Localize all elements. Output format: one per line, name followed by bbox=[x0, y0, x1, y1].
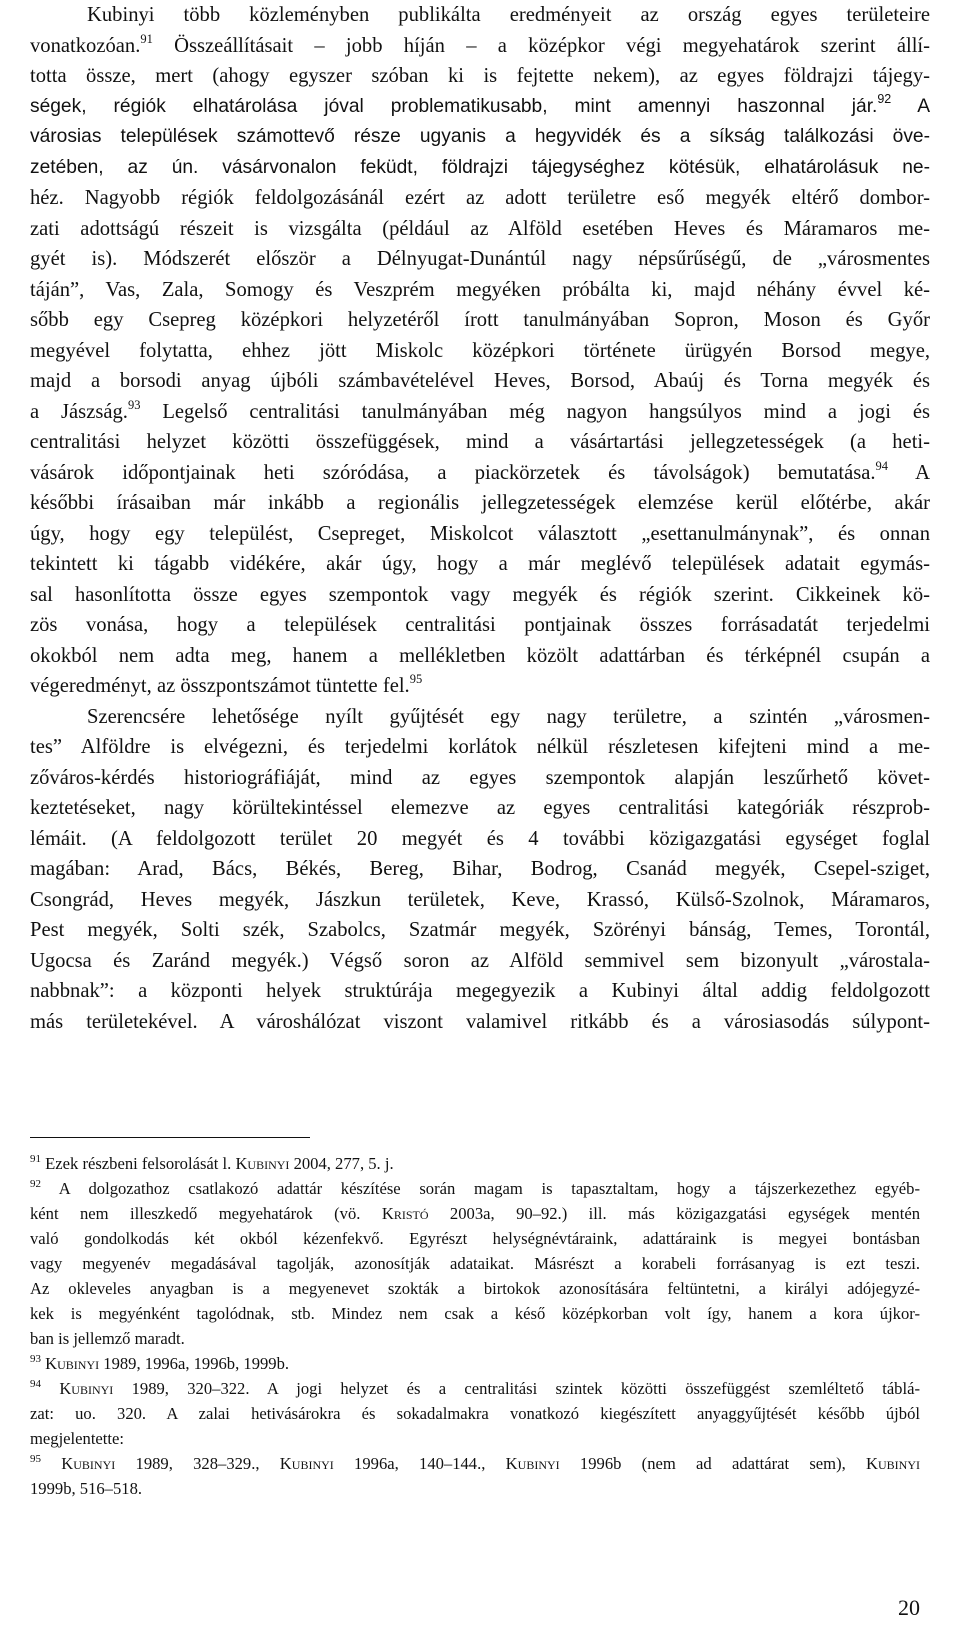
footnote-line: vagy megyenév megadásával tagolják, azonosítják adataikat. Másrészt a korabeli forrásanyag is ezt teszi. bbox=[30, 1254, 920, 1273]
footnote-ref: 92 bbox=[877, 91, 892, 106]
text-line: más területekével. A városhálózat viszont valamivel ritkább és a városiasodás súlypont- bbox=[30, 1010, 930, 1033]
footnote-line: Az okleveles anyagban is a megyenevet szokták a birtokok azonosítására feltüntetni, a királyi adójegyzé- bbox=[30, 1279, 920, 1298]
footnote-ref: 95 bbox=[409, 672, 423, 686]
text-line: zőváros-kérdés historiográfiáját, mind az egyes szempontok alapján leszűrhető követ- bbox=[30, 766, 930, 789]
text-line: Kubinyi több közleményben publikálta eredményeit az ország egyes területeire bbox=[87, 4, 930, 26]
text-line: nabbnak”: a központi helyek struktúrája megegyezik a Kubinyi által addig feldolgozott bbox=[30, 980, 930, 1002]
footnote-ref: 94 bbox=[30, 1378, 41, 1390]
footnote-line: $^{95}$ Kubinyi 1989, 328–329., Kubinyi 1996a, 140–144., Kubinyi 1996b (nem ad adattárat sem), Kubinyi bbox=[30, 1453, 921, 1473]
text-line: megyével folytatta, ehhez jött Miskolc középkori története ürügyén Borsod megye, bbox=[30, 339, 930, 362]
text-line: táján”, Vas, Zala, Somogy és Veszprém megyéken próbálta ki, majd néhány évvel ké- bbox=[30, 278, 930, 301]
text-line: lémáit. (A feldolgozott terület 20 megyét és 4 további közigazgatási egységet foglal bbox=[30, 827, 930, 850]
text-line: zös vonása, hogy a települések centralitási pontjainak összes forrásadatát terjedelmi bbox=[30, 614, 930, 636]
footnote-line: megjelentette: bbox=[30, 1429, 124, 1448]
author-name: Kubinyi bbox=[61, 1454, 116, 1473]
main-text bbox=[30, 0, 930, 1037]
footnote-ref: 95 bbox=[30, 1453, 41, 1465]
text-line: a Jászság.$^{93}$ Legelső centralitási tanulmányában még nagyon hangsúlyos mind a jogi és bbox=[30, 397, 930, 423]
page-number: 20 bbox=[898, 1595, 920, 1620]
footnote-line: ban is jellemző maradt. bbox=[30, 1329, 185, 1348]
footnote-ref: 92 bbox=[30, 1178, 41, 1190]
text-line: keztetéseket, nagy körültekintéssel elemezve az egyes centralitási kategóriák részprob- bbox=[30, 797, 930, 819]
text-line: zati adottságú részeit is vizsgálta (például az Alföld esetében Heves és Máramaros me- bbox=[30, 217, 930, 240]
author-name: Kubinyi bbox=[59, 1379, 114, 1398]
author-name: Kubinyi bbox=[45, 1354, 100, 1373]
footnote-ref: 91 bbox=[140, 31, 153, 46]
text-line: centralitási helyzet közötti összefüggések, mind a vásártartási jellegzetességek (a heti- bbox=[30, 431, 930, 453]
footnote-ref: 91 bbox=[30, 1153, 41, 1165]
footnote-line: $^{91}$ Ezek részbeni felsorolását l. Kubinyi 2004, 277, 5. j. bbox=[30, 1153, 394, 1173]
text-line: Pest megyék, Solti szék, Szabolcs, Szatmár megyék, Szörényi bánság, Temes, Torontál, bbox=[30, 919, 930, 941]
author-name: Kristó bbox=[381, 1204, 429, 1223]
text-line: gyét is). Módszerét először a Délnyugat-Dunántúl nagy népsűrűségű, de „városmentes bbox=[30, 248, 930, 270]
text-line: totta össze, mert (ahogy egyszer szóban ki is fejtette nekem), az egyes földrajzi tájegy- bbox=[30, 65, 930, 87]
text-line: majd a borsodi anyag újbóli számbavételével Heves, Borsod, Abaúj és Torna megyék és bbox=[30, 370, 930, 392]
footnote-line: $^{92}$ A dolgozathoz csatlakozó adattár készítése során magam is tapasztaltam, hogy a tájszerkezethez egyéb- bbox=[30, 1178, 920, 1198]
text-line: Szerencsére lehetősége nyílt gyűjtését egy nagy területre, a szintén „városmen- bbox=[87, 705, 930, 728]
footnote-line: zat: uo. 320. A zalai hetivásárokra és sokadalmakra vonatkozó kiegészített anyaggyűjtését később újból bbox=[30, 1404, 920, 1423]
text-line: városias települések számottevő része ugyanis a hegyvidék és a síkság találkozási öve- bbox=[30, 126, 930, 147]
text-line: héz. Nagyobb régiók feldolgozásánál ezért az adott területre eső megyék eltérő dombor- bbox=[30, 187, 930, 209]
footnotes bbox=[30, 1151, 920, 1501]
text-line: Csongrád, Heves megyék, Jászkun területek, Keve, Krassó, Külső-Szolnok, Máramaros, bbox=[30, 888, 930, 911]
text-line: okokból nem adta meg, hanem a mellékletben közölt adattárban és térképnél csupán a bbox=[30, 644, 930, 667]
text-line: magában: Arad, Bács, Békés, Bereg, Bihar, Bodrog, Csanád megyék, Csepel-sziget, bbox=[30, 858, 930, 880]
footnote-ref: 94 bbox=[875, 458, 889, 473]
text-line: Ugocsa és Zaránd megyék.) Végső soron az Alföld semmivel sem bizonyult „várostala- bbox=[30, 949, 930, 972]
author-name: Kubinyi bbox=[866, 1454, 921, 1473]
text-line: úgy, hogy egy települést, Csepreget, Miskolcot választott „esettanulmánynak”, és onnan bbox=[30, 522, 930, 545]
text-line: vonatkozóan.$^{91}$ Összeállításait – jobb híján – a középkor végi megyehatárok szerint állí- bbox=[30, 31, 930, 57]
text-line: sőbb egy Csepreg középkori helyzetéről írott tanulmányában Sopron, Moson és Győr bbox=[30, 309, 930, 331]
text-line: ségek, régiók elhatárolása jóval problematikusabb, mint amennyi haszonnal jár.$^{92}$ A bbox=[30, 91, 930, 117]
author-name: Kubinyi bbox=[235, 1154, 290, 1173]
text-line: vásárok időpontjainak heti szóródása, a piackörzetek és távolságok) bemutatása.$^{94}$ A bbox=[30, 458, 930, 484]
footnote-line: kek is megyénként tagolódnak, stb. Mindez nem csak a késő középkorban volt így, hanem a kora újkor- bbox=[30, 1304, 920, 1323]
text-line: sal hasonlította össze egyes szempontok vagy megyék és régiók szerint. Cikkeinek kö- bbox=[30, 583, 930, 606]
text-line: végeredményt, az összpontszámot tüntette fel.$^{95}$ bbox=[30, 672, 423, 697]
author-name: Kubinyi bbox=[279, 1454, 334, 1473]
text-line: tes” Alföldre is elvégezni, és terjedelmi korlátok nélkül részletesen kifejteni mind a me- bbox=[30, 736, 930, 758]
footnote-line: való gondolkodás két okból kézenfekvő. Egyrészt helységnévtáraink, adattáraink is megyei bontásban bbox=[30, 1229, 920, 1248]
footnote-separator bbox=[30, 1137, 310, 1138]
footnote-line: $^{93}$ Kubinyi 1989, 1996a, 1996b, 1999b. bbox=[30, 1353, 290, 1373]
author-name: Kubinyi bbox=[505, 1454, 560, 1473]
footnote-ref: 93 bbox=[127, 397, 141, 412]
footnote-line: ként nem illeszkedő megyehatárok (vö. Kristó 2003a, 90–92.) ill. más közigazgatási egységek mentén bbox=[30, 1204, 920, 1223]
text-line: későbbi írásaiban már inkább a regionális jellegzetességek elemzése kerül előtérbe, akár bbox=[30, 492, 930, 514]
text-line: zetében, az ún. vásárvonalon feküdt, földrajzi tájegységhez kötésük, elhatárolásuk ne- bbox=[30, 156, 930, 178]
footnote-line: $^{94}$ Kubinyi 1989, 320–322. A jogi helyzet és a centralitási szintek közötti összefüggést szemléltető táblá- bbox=[30, 1378, 920, 1398]
text-line: tekintett ki tágabb vidékére, akár úgy, hogy a már meglévő települések adatait egymás- bbox=[30, 553, 930, 575]
footnote-ref: 93 bbox=[30, 1353, 41, 1365]
footnote-line: 1999b, 516–518. bbox=[30, 1479, 143, 1498]
